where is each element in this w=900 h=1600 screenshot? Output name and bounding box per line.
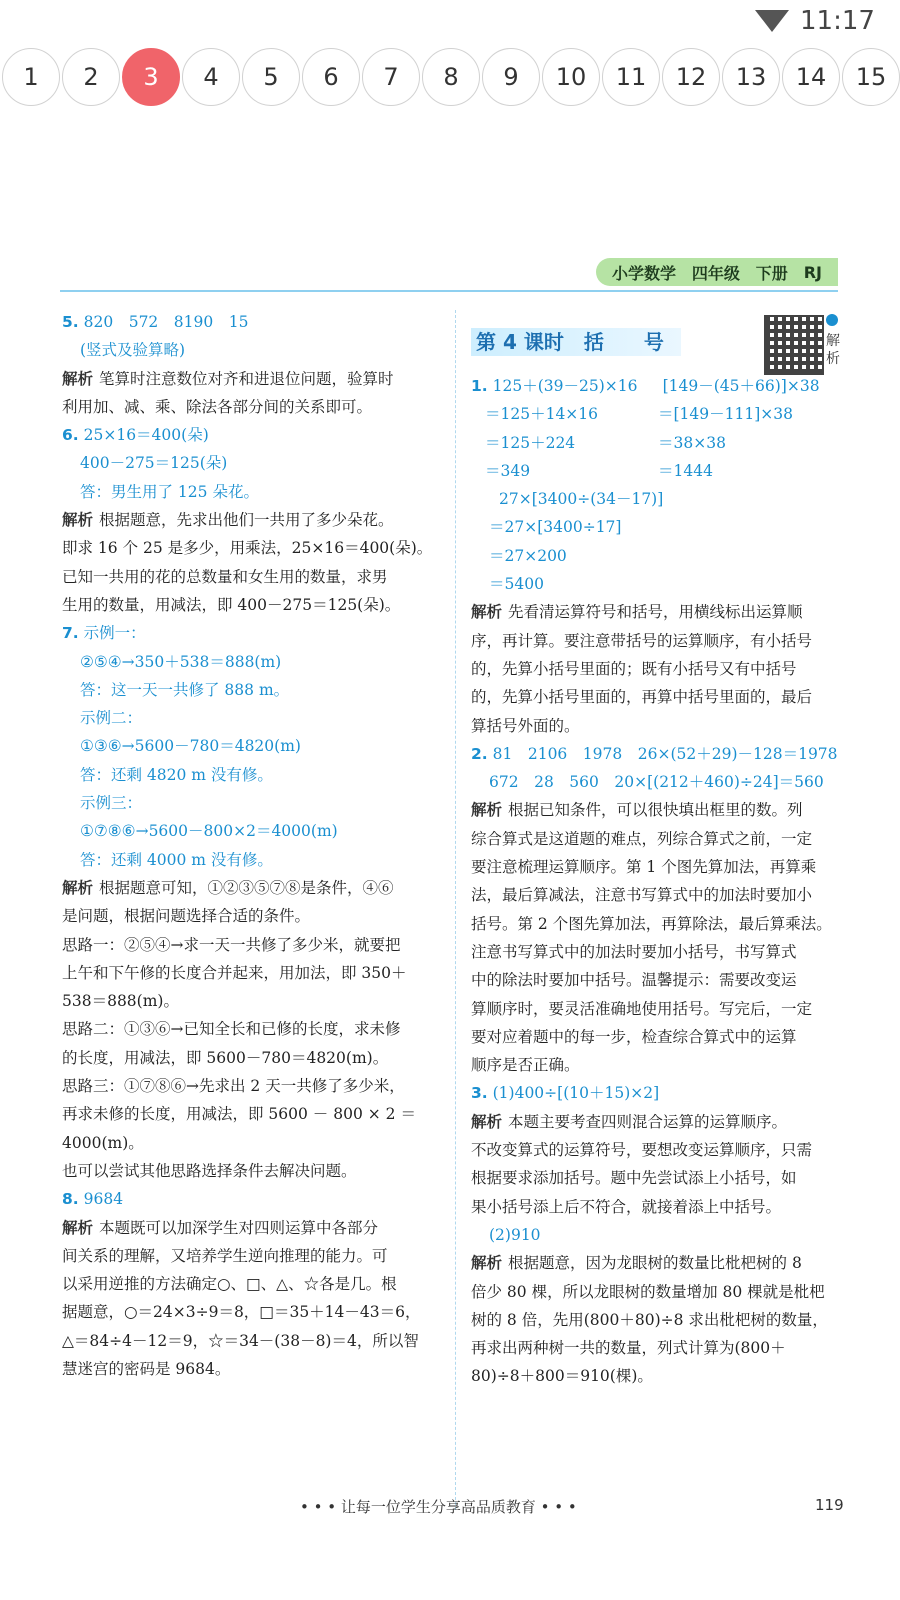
q1-analysis-line: 解析 先看清运算符号和括号，用横线标出运算顺 xyxy=(471,603,803,622)
page-button-12[interactable]: 12 xyxy=(662,48,720,106)
q5-analysis-line: 利用加、减、乘、除法各部分间的关系即可。 xyxy=(62,397,373,416)
qr-label: 解析 xyxy=(826,333,840,367)
q3-analysis-line: 80)÷8＋800＝910(棵)。 xyxy=(471,1367,653,1386)
q7-analysis-line: 的长度，用减法，即 5600－780＝4820(m)。 xyxy=(62,1048,389,1067)
page-button-11[interactable]: 11 xyxy=(602,48,660,106)
q3-line: (2)910 xyxy=(489,1225,541,1244)
q6-analysis-line: 生用的数量，用减法，即 400－275＝125(朵)。 xyxy=(62,595,401,614)
page-button-8[interactable]: 8 xyxy=(422,48,480,106)
page-button-3[interactable]: 3 xyxy=(122,48,180,106)
page-button-7[interactable]: 7 xyxy=(362,48,420,106)
play-icon xyxy=(826,314,838,326)
page-button-9[interactable]: 9 xyxy=(482,48,540,106)
page-button-4[interactable]: 4 xyxy=(182,48,240,106)
q2-analysis-line: 算顺序时，要灵活准确地使用括号。写完后，一定 xyxy=(471,999,813,1018)
q7-line: 答：还剩 4000 m 没有修。 xyxy=(80,850,273,869)
q5-answer: 5. 820 572 8190 15 xyxy=(62,313,249,331)
q8-analysis-line: 间关系的理解，又培养学生逆向推理的能力。可 xyxy=(62,1246,388,1265)
q3-line: 3. (1)400÷[(10＋15)×2] xyxy=(471,1084,660,1103)
page-button-2[interactable]: 2 xyxy=(62,48,120,106)
page-selector xyxy=(0,48,900,110)
q7-analysis-line: 也可以尝试其他思路选择条件去解决问题。 xyxy=(62,1161,357,1180)
q6-line: 答：男生用了 125 朵花。 xyxy=(80,482,259,501)
q3-analysis-line: 果小括号添上后不符合，就接着添上中括号。 xyxy=(471,1197,782,1216)
q1-row: ＝349 ＝1444 xyxy=(485,461,713,480)
tag-subject: 小学数学 xyxy=(611,263,676,283)
q7-analysis-line: 解析 根据题意可知，①②③⑤⑦⑧是条件，④⑥ xyxy=(62,878,394,897)
q1-row: 1. 125＋(39－25)×16 [149－(45＋66)]×38 xyxy=(471,377,820,395)
lesson-title: 第 4 课时 括 号 xyxy=(476,330,664,354)
q8-analysis-line: 据题意，○＝24×3÷9＝8，□＝35＋14－43＝6， xyxy=(62,1303,421,1322)
wifi-icon xyxy=(755,10,789,32)
q8-analysis-line: △＝84÷4－12＝9，☆＝34－(38－8)＝4，所以智 xyxy=(62,1331,419,1350)
q5-analysis-line: 解析 笔算时注意数位对齐和进退位问题，验算时 xyxy=(62,369,394,388)
q3-analysis-line: 再求出两种树一共的数量，列式计算为(800＋ xyxy=(471,1339,786,1358)
q2-analysis-line: 要对应着题中的每一步，检查综合算式中的运算 xyxy=(471,1027,797,1046)
q7-line: 7. 示例一： xyxy=(62,624,146,643)
tag-volume: 下册 xyxy=(755,263,788,283)
q6-analysis-line: 即求 16 个 25 是多少，用乘法，25×16＝400(朵)。 xyxy=(62,539,433,558)
q8-analysis-line: 以采用逆推的方法确定○、□、△、☆各是几。根 xyxy=(62,1275,397,1294)
q7-line: ②⑤④→350＋538＝888(m) xyxy=(80,652,282,671)
q7-analysis-line: 上午和下午修的长度合并起来，用加法，即 350＋ xyxy=(62,963,407,982)
left-column xyxy=(62,308,447,1383)
page-button-10[interactable]: 10 xyxy=(542,48,600,106)
q7-analysis-line: 538＝888(m)。 xyxy=(62,992,179,1011)
q5-note: (竖式及验算略) xyxy=(80,341,186,360)
footer-slogan: • • • 让每一位学生分享高品质教育 • • • xyxy=(300,1498,577,1516)
q7-analysis-line: 思路一：②⑤④→求一天一共修了多少米，就要把 xyxy=(62,935,401,954)
q3-analysis-line: 根据要求添加括号。题中先尝试添上小括号，如 xyxy=(471,1169,797,1188)
page-button-5[interactable]: 5 xyxy=(242,48,300,106)
q2-analysis-line: 要注意梳理运算顺序。第 1 个图先算加法，再算乘 xyxy=(471,858,817,877)
q1-row: 27×[3400÷(34－17)] xyxy=(499,490,664,509)
q8-analysis-line: 慧迷宫的密码是 9684。 xyxy=(62,1359,231,1378)
q1-analysis-line: 算括号外面的。 xyxy=(471,716,580,735)
q7-analysis-line: 思路二：①③⑥→已知全长和已修的长度，求未修 xyxy=(62,1020,401,1039)
q3-analysis-line: 解析 根据题意，因为龙眼树的数量比枇杷树的 8 xyxy=(471,1254,802,1273)
q8-analysis-line: 解析 本题既可以加深学生对四则运算中各部分 xyxy=(62,1218,379,1237)
q1-row: ＝5400 xyxy=(489,575,544,594)
q3-analysis-line: 不改变算式的运算符号，要想改变运算顺序，只需 xyxy=(471,1141,813,1160)
right-column xyxy=(471,372,841,1391)
tag-grade: 四年级 xyxy=(691,263,740,283)
column-divider xyxy=(455,310,456,1510)
q2-analysis-line: 括号。第 2 个图先算加法，再算除法，最后算乘法。 xyxy=(471,914,832,933)
q1-row: ＝27×200 xyxy=(489,546,567,565)
q3-analysis-line: 树的 8 倍，先用(800＋80)÷8 求出枇杷树的数量， xyxy=(471,1310,828,1329)
q2-analysis-line: 中的除法时要加中括号。温馨提示：需要改变运 xyxy=(471,971,797,990)
q1-row: ＝125＋14×16 ＝[149－111]×38 xyxy=(485,405,793,424)
q1-analysis-line: 的，先算小括号里面的；既有小括号又有中括号 xyxy=(471,659,797,678)
q2-analysis-line: 解析 根据已知条件，可以很快填出框里的数。列 xyxy=(471,801,803,820)
page-button-13[interactable]: 13 xyxy=(722,48,780,106)
page-number: 119 xyxy=(815,1496,844,1514)
q6-analysis-line: 已知一共用的花的总数量和女生用的数量，求男 xyxy=(62,567,388,586)
q7-line: 答：这一天一共修了 888 m。 xyxy=(80,680,290,699)
page-button-1[interactable]: 1 xyxy=(2,48,60,106)
q7-line: ①③⑥→5600－780＝4820(m) xyxy=(80,737,301,756)
q2-analysis-line: 综合算式是这道题的难点，列综合算式之前，一定 xyxy=(471,829,813,848)
q3-analysis-line: 解析 本题主要考查四则混合运算的运算顺序。 xyxy=(471,1112,788,1131)
page-button-14[interactable]: 14 xyxy=(782,48,840,106)
clock: 11:17 xyxy=(800,6,875,36)
q7-line: 示例三： xyxy=(80,794,143,813)
q2-analysis-line: 法，最后算减法，注意书写算式中的加法时要加小 xyxy=(471,886,813,905)
q7-line: 答：还剩 4820 m 没有修。 xyxy=(80,765,273,784)
qr-code-icon[interactable] xyxy=(764,315,824,375)
q1-analysis-line: 的，先算小括号里面的，再算中括号里面的，最后 xyxy=(471,688,813,707)
q7-analysis-line: 思路三：①⑦⑧⑥→先求出 2 天一共修了多少米， xyxy=(62,1077,405,1096)
q2-analysis-line: 顺序是否正确。 xyxy=(471,1056,580,1075)
page-button-6[interactable]: 6 xyxy=(302,48,360,106)
q7-analysis-line: 是问题，根据问题选择合适的条件。 xyxy=(62,907,311,926)
q6-line: 400－275＝125(朵) xyxy=(80,454,228,473)
status-bar xyxy=(0,0,900,46)
q3-analysis-line: 倍少 80 棵，所以龙眼树的数量增加 80 棵就是枇杷 xyxy=(471,1282,825,1301)
page-button-15[interactable]: 15 xyxy=(842,48,900,106)
q6-line: 6. 25×16＝400(朵) xyxy=(62,426,209,445)
book-tag xyxy=(596,258,838,286)
q1-analysis-line: 序，再计算。要注意带括号的运算顺序，有小括号 xyxy=(471,631,813,650)
answer-page xyxy=(0,110,900,1600)
q6-analysis-line: 解析 根据题意，先求出他们一共用了多少朵花。 xyxy=(62,511,394,530)
q7-line: 示例二： xyxy=(80,709,143,728)
q2-line: 2. 81 2106 1978 26×(52＋29)－128＝1978 xyxy=(471,744,838,763)
tag-edition: RJ xyxy=(803,262,822,282)
q7-analysis-line: 再求未修的长度，用减法，即 5600 － 800 × 2 ＝ xyxy=(62,1105,416,1124)
q1-row: ＝125＋224 ＝38×38 xyxy=(485,433,726,452)
q7-line: ①⑦⑧⑥→5600－800×2＝4000(m) xyxy=(80,822,338,841)
q1-row: ＝27×[3400÷17] xyxy=(489,518,622,537)
q2-analysis-line: 注意书写算式中的加法时要加小括号，书写算式 xyxy=(471,942,797,961)
q7-analysis-line: 4000(m)。 xyxy=(62,1133,144,1152)
q8-answer: 8. 9684 xyxy=(62,1190,124,1209)
header-rule xyxy=(60,290,838,292)
q2-line: 672 28 560 20×[(212＋460)÷24]＝560 xyxy=(489,773,824,792)
